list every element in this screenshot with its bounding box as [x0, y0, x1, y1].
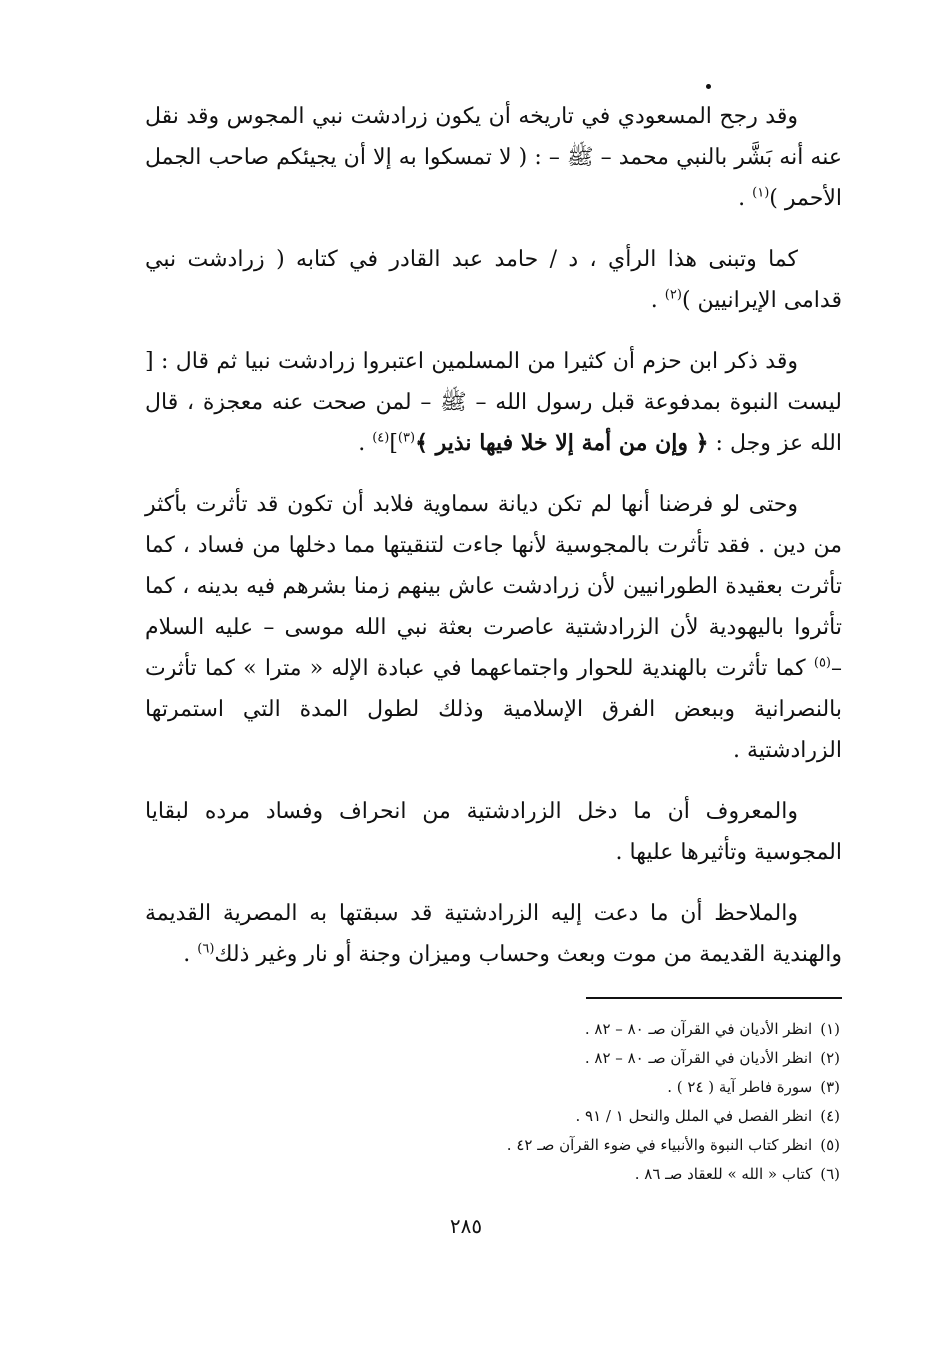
text-run: والمعروف أن ما دخل الزرادشتية من انحراف وفساد مرده لبقايا المجوسية وتأثيرها عليها .	[145, 799, 842, 865]
text-run: كما تأثرت بالهندية للحوار واجتماعهما في عبادة الإله « مترا » كما تأثرت بالنصرانية وببعض الفرق الإسلامية وذلك لطول المدة التي استمرتها الزرادشتية .	[145, 656, 842, 763]
text-run: .	[650, 288, 665, 313]
footnote-text: انظر الأديان في القرآن صـ ٨٠ – ٨٢ .	[584, 1020, 813, 1038]
text-run: وحتى لو فرضنا أنها لم تكن ديانة سماوية فلابد أن تكون قد تأثرت بأكثر من دين . فقد تأثرت بالمجوسية لأنها جاءت لتنقيتها مما دخلها من فساد ، كما تأثرت بعقيدة الطورانيين لأن زرادشت عاش بينهم زمنا بشرهم فيه بدينه ، كما تأثروا باليهودية لأن الزرادشتية عاصرت بعثة نبي الله موسى – عليه السلام –	[145, 492, 842, 681]
footnote-item	[400, 1044, 840, 1073]
footnote-text: سورة فاطر آية ( ٢٤ ) .	[667, 1078, 813, 1096]
footnote-text: انظر كتاب النبوة والأنبياء في ضوء القرآن صـ ٤٢ .	[506, 1136, 813, 1154]
paragraph	[145, 484, 842, 771]
footnote-text: انظر الأديان في القرآن صـ ٨٠ – ٨٢ .	[584, 1049, 813, 1067]
footnote-number: (٦)	[820, 1165, 840, 1183]
footnote-ref: (٢)	[664, 287, 682, 303]
footnote-text: كتاب « الله » للعقاد صـ ٨٦ .	[634, 1165, 813, 1183]
text-run: وقد ذكر ابن حزم أن كثيرا من المسلمين اعتبروا زرادشت نبيا ثم قال : [ ليست النبوة بمدفوعة قبل رسول الله – ﷺ – لمن صحت عنه معجزة ، قال الله عز وجل :	[145, 349, 842, 456]
text-run: كما وتبنى هذا الرأي ، د / حامد عبد القادر في كتابه ( زرادشت نبي قدامى الإيرانيين )	[145, 247, 842, 313]
footnote-ref: (١)	[752, 185, 770, 201]
quran-verse: ﴿ وإن من أمة إلا خلا فيها نذير ﴾	[415, 430, 709, 456]
text-run: وقد رجح المسعودي في تاريخه أن يكون زرادشت نبي المجوس وقد نقل عنه أنه بَشَّر بالنبي محمد – ﷺ – : ( لا تمسكوا به إلا أن يجيئكم صاحب الجمل الأحمر )	[145, 104, 842, 211]
footnote-item	[400, 1102, 840, 1131]
footnote-separator	[586, 997, 842, 999]
footnote-number: (٤)	[820, 1107, 840, 1125]
paragraph	[145, 791, 842, 873]
text-run: .	[738, 186, 753, 211]
footnote-ref: (٥)	[813, 655, 831, 671]
footnote-item	[400, 1015, 840, 1044]
footnote-item	[400, 1131, 840, 1160]
footnote-item	[400, 1160, 840, 1189]
footnote-number: (٢)	[820, 1049, 840, 1067]
text-run: .	[358, 431, 373, 456]
footnote-number: (٥)	[820, 1136, 840, 1154]
text-run: .	[183, 942, 198, 967]
footnote-ref: (٣)	[397, 430, 416, 446]
page-number: ٢٨٥	[449, 1214, 483, 1238]
footnote-item	[400, 1073, 840, 1102]
footnote-ref: (٦)	[197, 941, 215, 957]
footnote-text: انظر الفصل في الملل والنحل ١ / ٩١ .	[575, 1107, 813, 1125]
paragraph	[145, 239, 842, 321]
text-run: والملاحظ أن ما دعت إليه الزرادشتية قد سبقتها به المصرية القديمة والهندية القديمة من موت وبعث وحساب وميزان وجنة أو نار وغير ذلك	[145, 901, 842, 967]
footnote-number: (١)	[820, 1020, 840, 1038]
footnote-number: (٣)	[820, 1078, 840, 1096]
ink-dot	[706, 84, 711, 89]
paragraph	[145, 96, 842, 219]
paragraph	[145, 341, 842, 464]
paragraph	[145, 893, 842, 975]
footnotes-list	[400, 1015, 840, 1189]
text-run: ]	[389, 431, 398, 456]
footnote-ref: (٤)	[372, 430, 390, 446]
main-text	[145, 96, 842, 975]
